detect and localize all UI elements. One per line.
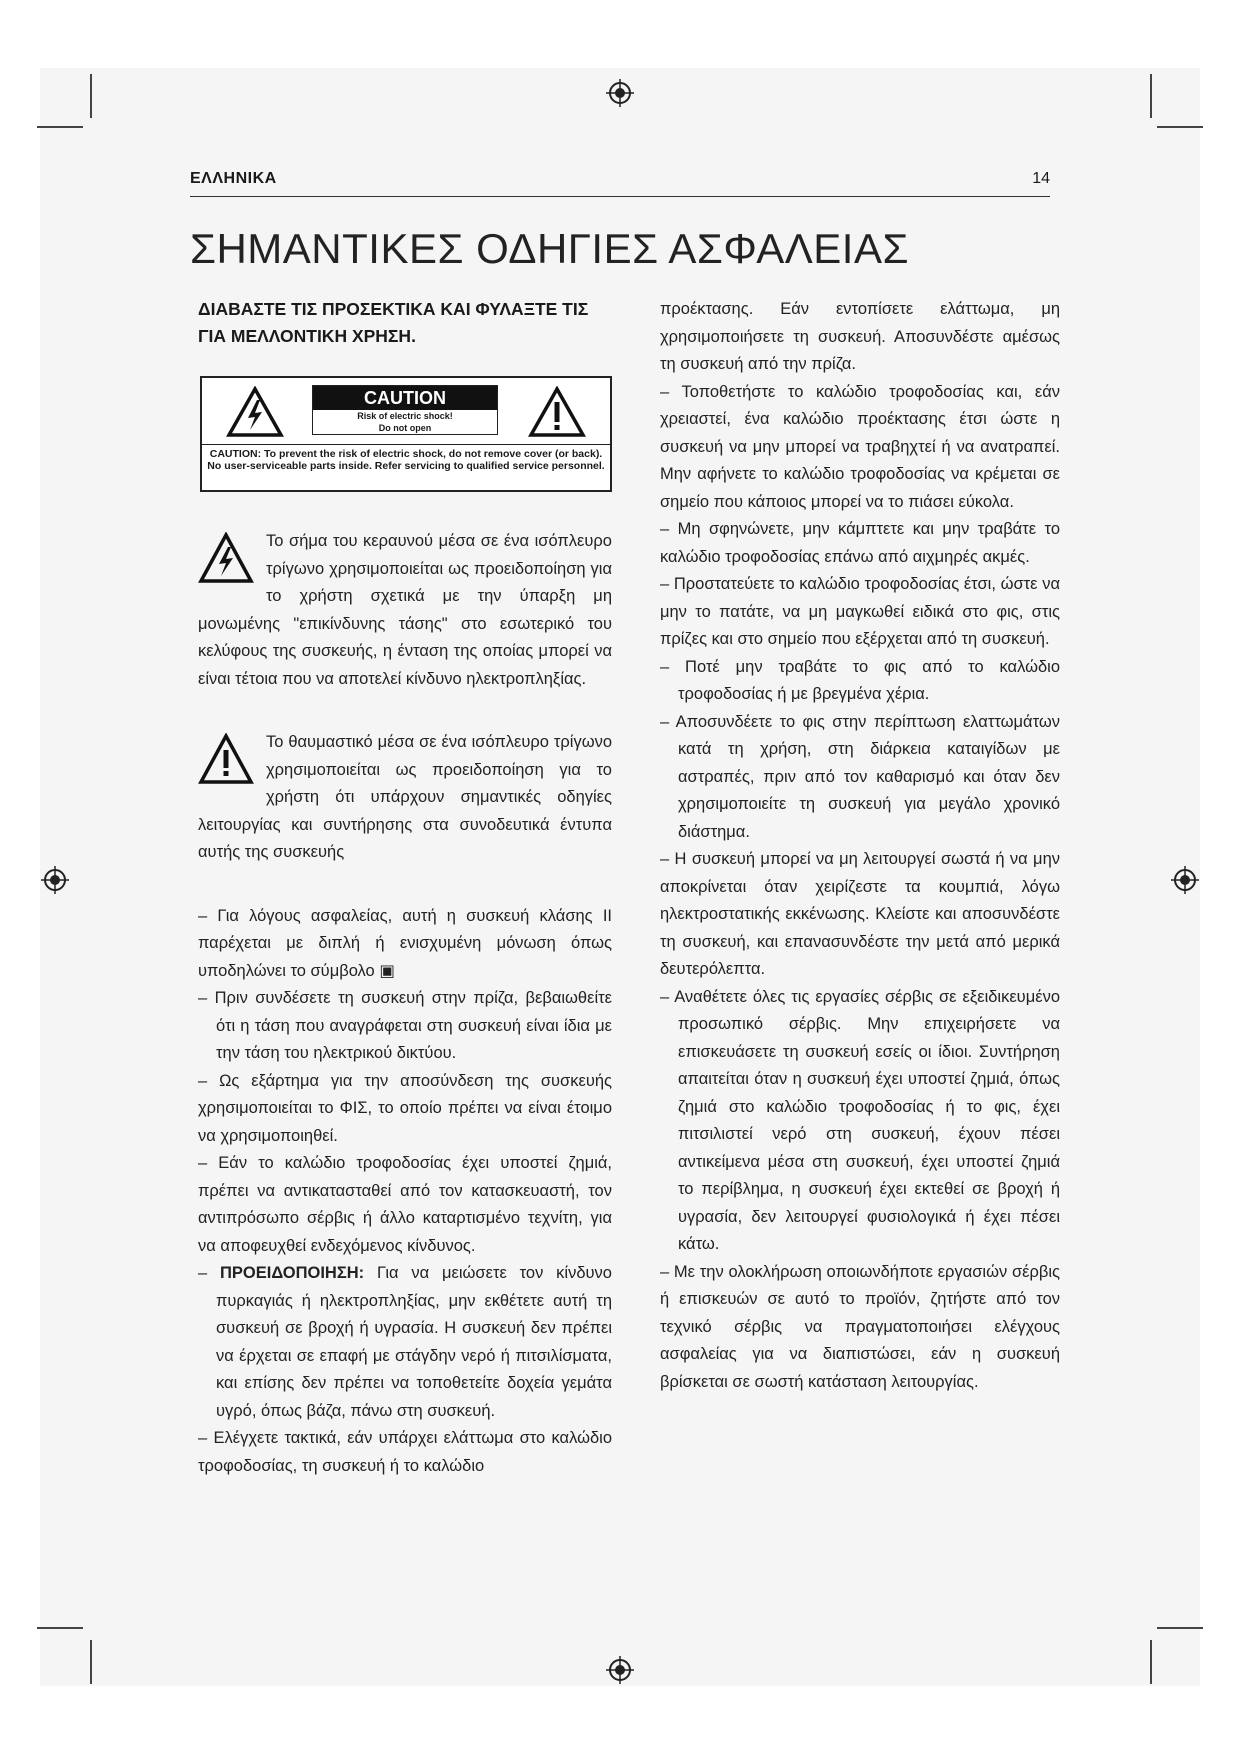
crop-mark xyxy=(90,1640,92,1684)
list-item: – Ποτέ μην τραβάτε το φις από το καλώδιο τροφοδοσίας ή με βρεγμένα χέρια. xyxy=(660,657,1060,703)
page-header xyxy=(190,168,1050,197)
registration-mark-icon xyxy=(1170,865,1200,895)
crop-mark xyxy=(37,126,83,128)
registration-mark-icon xyxy=(40,865,70,895)
lightning-symbol-paragraph xyxy=(198,528,612,693)
right-column xyxy=(660,296,1060,1396)
crop-mark xyxy=(1150,74,1152,118)
list-item: – Με την ολοκλήρωση οποιωνδήποτε εργασιών σέρβις ή επισκευών σε αυτό το προϊόν, ζητήστε από τον τεχνικό σέρβις να πραγματοποιήσει ελέγχους ασφαλείας για να διαπιστώσει, εάν η συσκευή βρίσκεται σε σωστή κατάσταση λειτουργίας. xyxy=(660,1262,1060,1391)
list-item: – Αναθέτετε όλες τις εργασίες σέρβις σε εξειδικευμένο προσωπικό σέρβις. Μην επιχειρήσετε να επισκευάσετε τη συσκευή εσείς οι ίδιοι. Συντήρηση απαιτείται όταν η συσκευή έχει υποστεί ζημιά, όπως ζημιά στο καλώδιο τροφοδοσίας ή το φις, έχει πιτσιλιστεί νερό στη συσκευή, έχουν πέσει αντικείμενα μέσα στη συσκευή, έχει υποστεί ζημιά το περίβλημα, η συσκευή έχει εκτεθεί σε βροχή ή υγρασία, δεν λειτουργεί φυσιολογικά ή έχει πέσει κάτω. xyxy=(660,987,1060,1253)
exclamation-symbol-paragraph xyxy=(198,729,612,867)
caution-sub-line-1: Risk of electric shock! xyxy=(357,411,453,421)
language-label: ΕΛΛΗΝΙΚΑ xyxy=(190,170,277,187)
list-item: – Εάν το καλώδιο τροφοδοσίας έχει υποστεί ζημιά, πρέπει να αντικατασταθεί από τον κατασκευαστή, τον αντιπρόσωπο σέρβις ή άλλο καταρτισμένο τεχνίτη, για να αποφευχθεί ενδεχόμενος κίνδυνος. xyxy=(198,1154,612,1255)
left-column xyxy=(198,296,612,1480)
left-safety-list xyxy=(198,903,612,1481)
list-item: – Η συσκευή μπορεί να μη λειτουργεί σωστά ή να μην αποκρίνεται όταν χειρίζεστε τα κουμπιά, λόγω ηλεκτροστατικής εκκένωσης. Κλείστε και αποσυνδέστε τη συσκευή, και επανασυνδέστε την μετά από μερικά δευτερόλεπτα. xyxy=(660,850,1060,978)
warning-label: ΠΡΟΕΙΔΟΠΟΙΗΣΗ: xyxy=(220,1264,365,1282)
caution-title: CAUTION xyxy=(313,386,497,410)
continued-text: προέκτασης. Εάν εντοπίσετε ελάττωμα, μη χρησιμοποιήσετε τη συσκευή. Αποσυνδέστε αμέσως τη συσκευή από την πρίζα. xyxy=(660,300,1060,373)
registration-mark-icon xyxy=(605,1655,635,1685)
warning-list-item: – ΠΡΟΕΙΔΟΠΟΙΗΣΗ: Για να μειώσετε τον κίνδυνο πυρκαγιάς ή ηλεκτροπληξίας, μην εκθέτετε αυτή τη συσκευή σε βροχή ή υγρασία. Η συσκευή δεν πρέπει να έρχεται σε επαφή με στάγδην νερό ή πιτσιλίσματα, και επίσης δεν πρέπει να τοποθετείτε δοχεία γεμάτα υγρό, όπως βάζα, πάνω στη συσκευή. xyxy=(198,1264,612,1420)
lightning-warning-triangle-icon xyxy=(198,532,254,584)
list-item: – Ελέγχετε τακτικά, εάν υπάρχει ελάττωμα στο καλώδιο τροφοδοσίας, τη συσκευή ή το καλώδιο xyxy=(198,1429,612,1475)
list-item: – Για λόγους ασφαλείας, αυτή η συσκευή κλάσης II παρέχεται με διπλή ή ενισχυμένη μόνωση όπως υποδηλώνει το σύμβολο ▣ xyxy=(198,906,612,980)
list-item: – Πριν συνδέσετε τη συσκευή στην πρίζα, βεβαιωθείτε ότι η τάση που αναγράφεται στη συσκευή είναι ίδια με την τάση του ηλεκτρικού δικτύου. xyxy=(198,989,612,1062)
page-number: 14 xyxy=(1032,170,1050,187)
exclamation-warning-triangle-icon xyxy=(528,386,586,438)
list-item: – Αποσυνδέετε το φις στην περίπτωση ελαττωμάτων κατά τη χρήση, στη διάρκεια καταιγίδων με αστραπές, πριν από τον καθαρισμό και όταν δεν χρησιμοποιείτε τη συσκευή για μεγάλο χρονικό διάστημα. xyxy=(660,712,1060,841)
lightning-symbol-text: Το σήμα του κεραυνού μέσα σε ένα ισόπλευρο τρίγωνο χρησιμοποιείται ως προειδοποίηση για το χρήστη σχετικά με την ύπαρξη μη μονωμένης "επικίνδυνης τάσης" στο εσωτερικό του κελύφους της συσκευής, η ένταση της οποίας μπορεί να είναι τέτοια που να αποτελεί κίνδυνο ηλεκτροπληξίας. xyxy=(198,532,612,688)
warning-text: Για να μειώσετε τον κίνδυνο πυρκαγιάς ή ηλεκτροπληξίας, μην εκθέτετε αυτή τη συσκευή σε βροχή ή υγρασία. Η συσκευή δεν πρέπει να έρχεται σε επαφή με στάγδην νερό ή πιτσιλίσματα, και επίσης δεν πρέπει να τοποθετείτε δοχεία γεμάτα υγρό, όπως βάζα, πάνω στη συσκευή. xyxy=(216,1264,612,1420)
crop-mark xyxy=(1157,1627,1203,1629)
crop-mark xyxy=(1157,126,1203,128)
list-item: – Μη σφηνώνετε, μην κάμπτετε και μην τραβάτε το καλώδιο τροφοδοσίας επάνω από αιχμηρές ακμές. xyxy=(660,520,1060,566)
page-title: ΣΗΜΑΝΤΙΚΕΣ ΟΔΗΓΙΕΣ ΑΣΦΑΛΕΙΑΣ xyxy=(190,225,909,272)
caution-divider xyxy=(202,444,610,445)
caution-text: CAUTION: To prevent the risk of electric shock, do not remove cover (or back). No user-serviceable parts inside. Refer servicing to qualified service personnel. xyxy=(207,448,605,472)
list-item: – Τοποθετήστε το καλώδιο τροφοδοσίας και, εάν χρειαστεί, ένα καλώδιο προέκτασης έτσι ώστε η συσκευή να μην μπορεί να τραβηχτεί ή να ανατραπεί. Μην αφήνετε το καλώδιο τροφοδοσίας να κρέμεται σε σημείο που κάποιος μπορεί να το πιάσει εύκολα. xyxy=(660,382,1060,511)
crop-mark xyxy=(90,74,92,118)
crop-mark xyxy=(37,1627,83,1629)
subheading: ΔΙΑΒΑΣΤΕ ΤΙΣ ΠΡΟΣΕΚΤΙΚΑ ΚΑΙ ΦΥΛΑΞΤΕ ΤΙΣ ΓΙΑ ΜΕΛΛΟΝΤΙΚΗ ΧΡΗΣΗ. xyxy=(198,299,589,346)
caution-label xyxy=(200,376,612,492)
exclamation-symbol-text: Το θαυμαστικό μέσα σε ένα ισόπλευρο τρίγωνο χρησιμοποιείται ως προειδοποίηση για το χρήστη ότι υπάρχουν σημαντικές οδηγίες λειτουργίας και συντήρησης στα συνοδευτικά έντυπα αυτής της συσκευής xyxy=(198,733,612,861)
exclamation-warning-triangle-icon xyxy=(198,733,254,785)
list-item: – Προστατεύετε το καλώδιο τροφοδοσίας έτσι, ώστε να μην το πατάτε, να μη μαγκωθεί ειδικά στο φις, στις πρίζες και στο σημείο που εξέρχεται από τη συσκευή. xyxy=(660,575,1060,648)
registration-mark-icon xyxy=(605,78,635,108)
lightning-warning-triangle-icon xyxy=(226,386,284,438)
list-item: – Ως εξάρτημα για την αποσύνδεση της συσκευής χρησιμοποιείται το ΦΙΣ, το οποίο πρέπει να είναι έτοιμο να χρησιμοποιηθεί. xyxy=(198,1071,612,1145)
caution-plate xyxy=(312,385,498,435)
crop-mark xyxy=(1150,1640,1152,1684)
caution-sub-line-2: Do not open xyxy=(378,423,432,433)
